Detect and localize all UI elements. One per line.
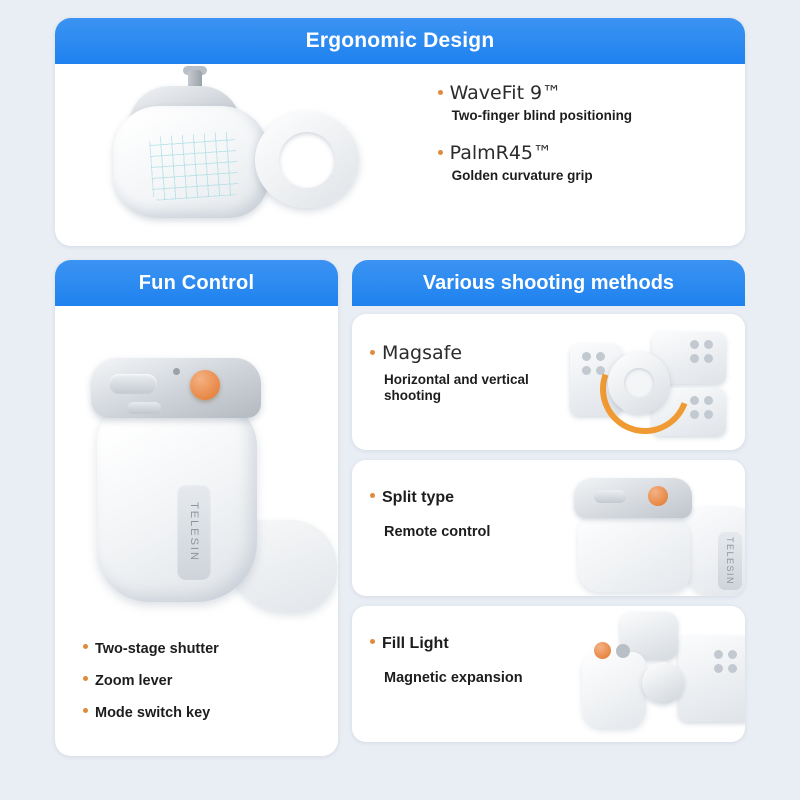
list-item bbox=[83, 704, 219, 722]
feature-item-wavefit bbox=[438, 82, 735, 104]
bullet-dot-icon bbox=[438, 90, 443, 95]
camera-lens-cluster-icon bbox=[690, 396, 713, 419]
feature-label: Two-stage shutter bbox=[95, 640, 219, 657]
feature-name: Split type bbox=[382, 489, 455, 506]
bullet-dot-icon bbox=[83, 708, 88, 713]
fill-light-text bbox=[352, 606, 556, 742]
magsafe-text bbox=[352, 314, 556, 450]
feature-desc: Two-finger blind positioning bbox=[451, 108, 633, 123]
brand-label: TELESIN bbox=[188, 502, 201, 562]
brand-label: TELESIN bbox=[725, 536, 736, 586]
fun-control-card bbox=[55, 260, 338, 756]
grip-body-icon bbox=[582, 652, 646, 728]
shooting-methods-column bbox=[352, 260, 745, 756]
feature-item-magsafe bbox=[370, 342, 556, 364]
middle-row bbox=[55, 260, 745, 756]
fun-control-title: Fun Control bbox=[55, 260, 338, 306]
fill-light-illustration bbox=[556, 606, 745, 742]
phone-icon bbox=[678, 636, 745, 722]
grip-texture-icon bbox=[149, 131, 239, 201]
remote-body-icon bbox=[578, 508, 690, 592]
bullet-dot-icon bbox=[370, 493, 375, 498]
ergonomic-feature-list bbox=[428, 64, 745, 246]
feature-item-palmr45 bbox=[438, 142, 735, 164]
feature-desc: Remote control bbox=[384, 524, 491, 540]
ergonomic-design-title: Ergonomic Design bbox=[55, 18, 745, 64]
shooting-method-split-type bbox=[352, 460, 745, 596]
bullet-dot-icon bbox=[370, 639, 375, 644]
list-item bbox=[83, 640, 219, 658]
fun-control-feature-list bbox=[83, 640, 219, 736]
bullet-dot-icon bbox=[83, 644, 88, 649]
brand-plate bbox=[718, 532, 742, 590]
camera-lens-cluster-icon bbox=[690, 340, 713, 363]
feature-desc: Horizontal and vertical shooting bbox=[384, 372, 529, 404]
mode-switch-key-icon bbox=[127, 402, 161, 414]
brand-plate bbox=[177, 484, 211, 580]
feature-name: Fill Light bbox=[382, 635, 449, 652]
zoom-lever-icon bbox=[594, 490, 626, 503]
feature-label: Mode switch key bbox=[95, 704, 211, 721]
shooting-method-fill-light bbox=[352, 606, 745, 742]
feature-desc: Golden curvature grip bbox=[451, 168, 593, 184]
feature-label: Zoom lever bbox=[95, 672, 173, 689]
camera-lens-cluster-icon bbox=[714, 650, 737, 673]
magsafe-ring-inner-icon bbox=[279, 132, 335, 188]
remote-top-plate-icon bbox=[574, 478, 692, 518]
ergonomic-design-card bbox=[55, 18, 745, 246]
indicator-led-icon bbox=[173, 368, 180, 375]
shooting-methods-title: Various shooting methods bbox=[352, 260, 745, 306]
feature-desc: Magnetic expansion bbox=[384, 670, 523, 686]
bullet-dot-icon bbox=[83, 676, 88, 681]
feature-item-split-type bbox=[370, 488, 556, 508]
shooting-method-magsafe bbox=[352, 314, 745, 450]
feature-item-fill-light bbox=[370, 634, 556, 654]
feature-name: Magsafe bbox=[382, 342, 463, 364]
ergonomic-design-body bbox=[55, 64, 745, 246]
split-type-illustration bbox=[556, 460, 745, 596]
magsafe-illustration bbox=[556, 314, 745, 450]
split-type-text bbox=[352, 460, 556, 596]
bullet-dot-icon bbox=[370, 350, 375, 355]
feature-name: WaveFit 9™ bbox=[449, 82, 562, 104]
ergonomic-product-illustration bbox=[55, 64, 428, 246]
zoom-lever-icon bbox=[109, 374, 157, 394]
shutter-button-icon bbox=[190, 370, 220, 400]
bullet-dot-icon bbox=[438, 150, 443, 155]
feature-name: PalmR45™ bbox=[449, 142, 553, 165]
list-item bbox=[83, 672, 219, 690]
